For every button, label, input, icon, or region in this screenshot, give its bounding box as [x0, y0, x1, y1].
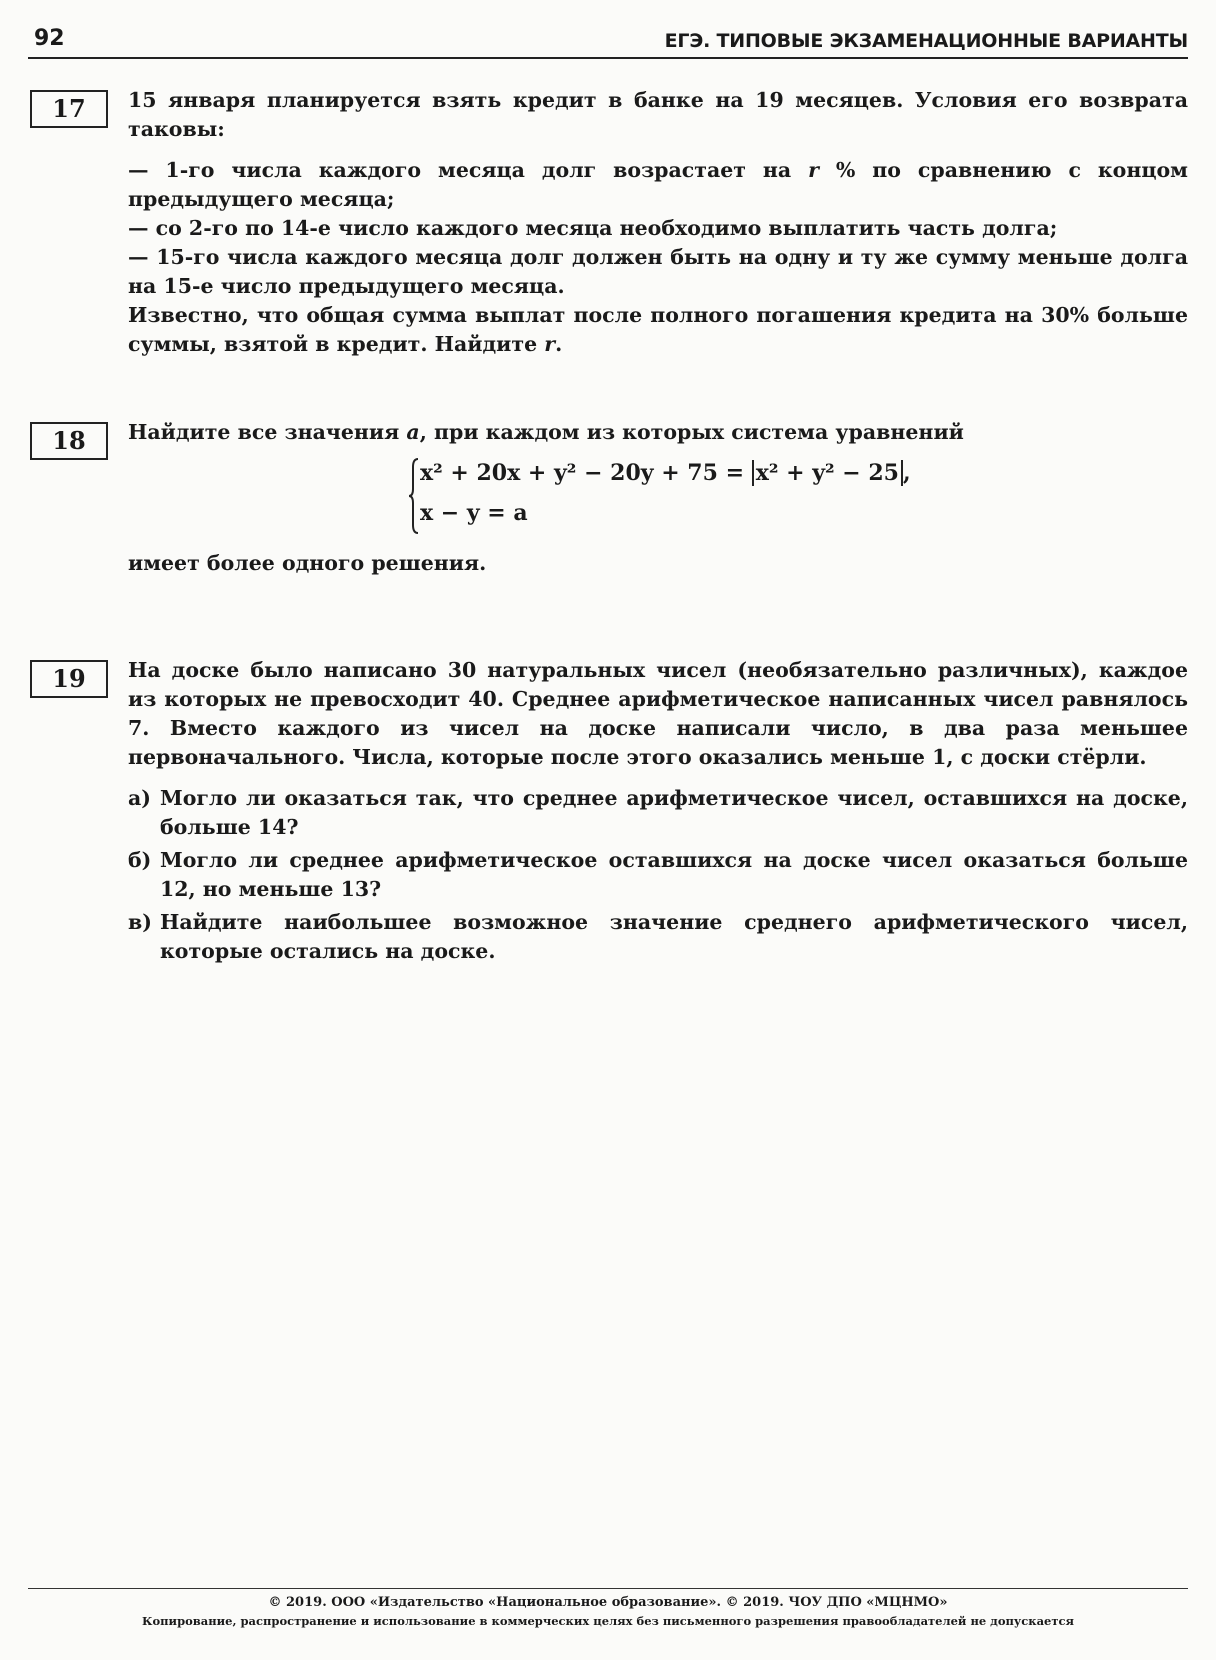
task-17-question: Известно, что общая сумма выплат после полного погашения кредита на 30% больше суммы, взятой в кредит. Найдите r. — [128, 303, 1188, 356]
task-number-box: 18 — [30, 422, 108, 460]
task-19-item-b: б) Могло ли среднее арифметическое оставшихся на доске чисел оказаться больше 12, но меньше 13? — [128, 848, 1188, 901]
task-17-condition-3: — 15-го числа каждого месяца долг должен быть на одну и ту же сумму меньше долга на 15-е число предыдущего месяца. — [128, 245, 1188, 298]
task-19-intro: На доске было написано 30 натуральных чисел (необязательно различных), каждое из которых не превосходит 40. Среднее арифметическое написанных чисел равнялось 7. Вместо каждого из чисел на доске написали число, в два раза меньшее первоначального. Числа, которые после этого оказались меньше 1, с доски стёрли. — [128, 658, 1188, 769]
header-rule — [28, 57, 1188, 59]
equation-system — [408, 455, 911, 537]
task-18-intro: Найдите все значения a, при каждом из которых система уравнений — [128, 420, 964, 444]
task-number-box: 17 — [30, 90, 108, 128]
task-19-item-c: в) Найдите наибольшее возможное значение среднего арифметического чисел, которые остались на доске. — [128, 910, 1188, 963]
absolute-value: x² + y² − 25 — [752, 460, 903, 486]
task-19-item-a: а) Могло ли оказаться так, что среднее арифметическое чисел, оставшихся на доске, больше 14? — [128, 786, 1188, 839]
system-brace-icon — [408, 457, 420, 535]
task-17-intro: 15 января планируется взять кредит в банке на 19 месяцев. Условия его возврата таковы: — [128, 88, 1188, 141]
footer-copyright: © 2019. ООО «Издательство «Национальное образование». © 2019. ЧОУ ДПО «МЦНМО» — [268, 1595, 948, 1610]
task-18 — [28, 418, 1188, 578]
equation-2: x − y = a — [420, 500, 528, 526]
task-17-condition-2: — со 2-го по 14-е число каждого месяца необходимо выплатить часть долга; — [128, 216, 1058, 240]
footer-rule — [28, 1588, 1188, 1589]
task-18-outro: имеет более одного решения. — [128, 551, 487, 575]
task-17 — [28, 86, 1188, 359]
task-19 — [28, 656, 1188, 966]
footer-notice: Копирование, распространение и использование в коммерческих целях без письменного разрешения правообладателей не допускается — [141, 1614, 1074, 1628]
page-number: 92 — [34, 26, 65, 51]
equation-1: x² + 20x + y² − 20y + 75 = x² + y² − 25 , — [420, 460, 911, 486]
footer — [0, 1594, 1216, 1630]
task-17-condition-1: — 1-го числа каждого месяца долг возрастает на r % по сравнению с концом предыдущего месяца; — [128, 158, 1188, 211]
running-title: ЕГЭ. ТИПОВЫЕ ЭКЗАМЕНАЦИОННЫЕ ВАРИАНТЫ — [664, 30, 1188, 52]
task-number-box: 19 — [30, 660, 108, 698]
